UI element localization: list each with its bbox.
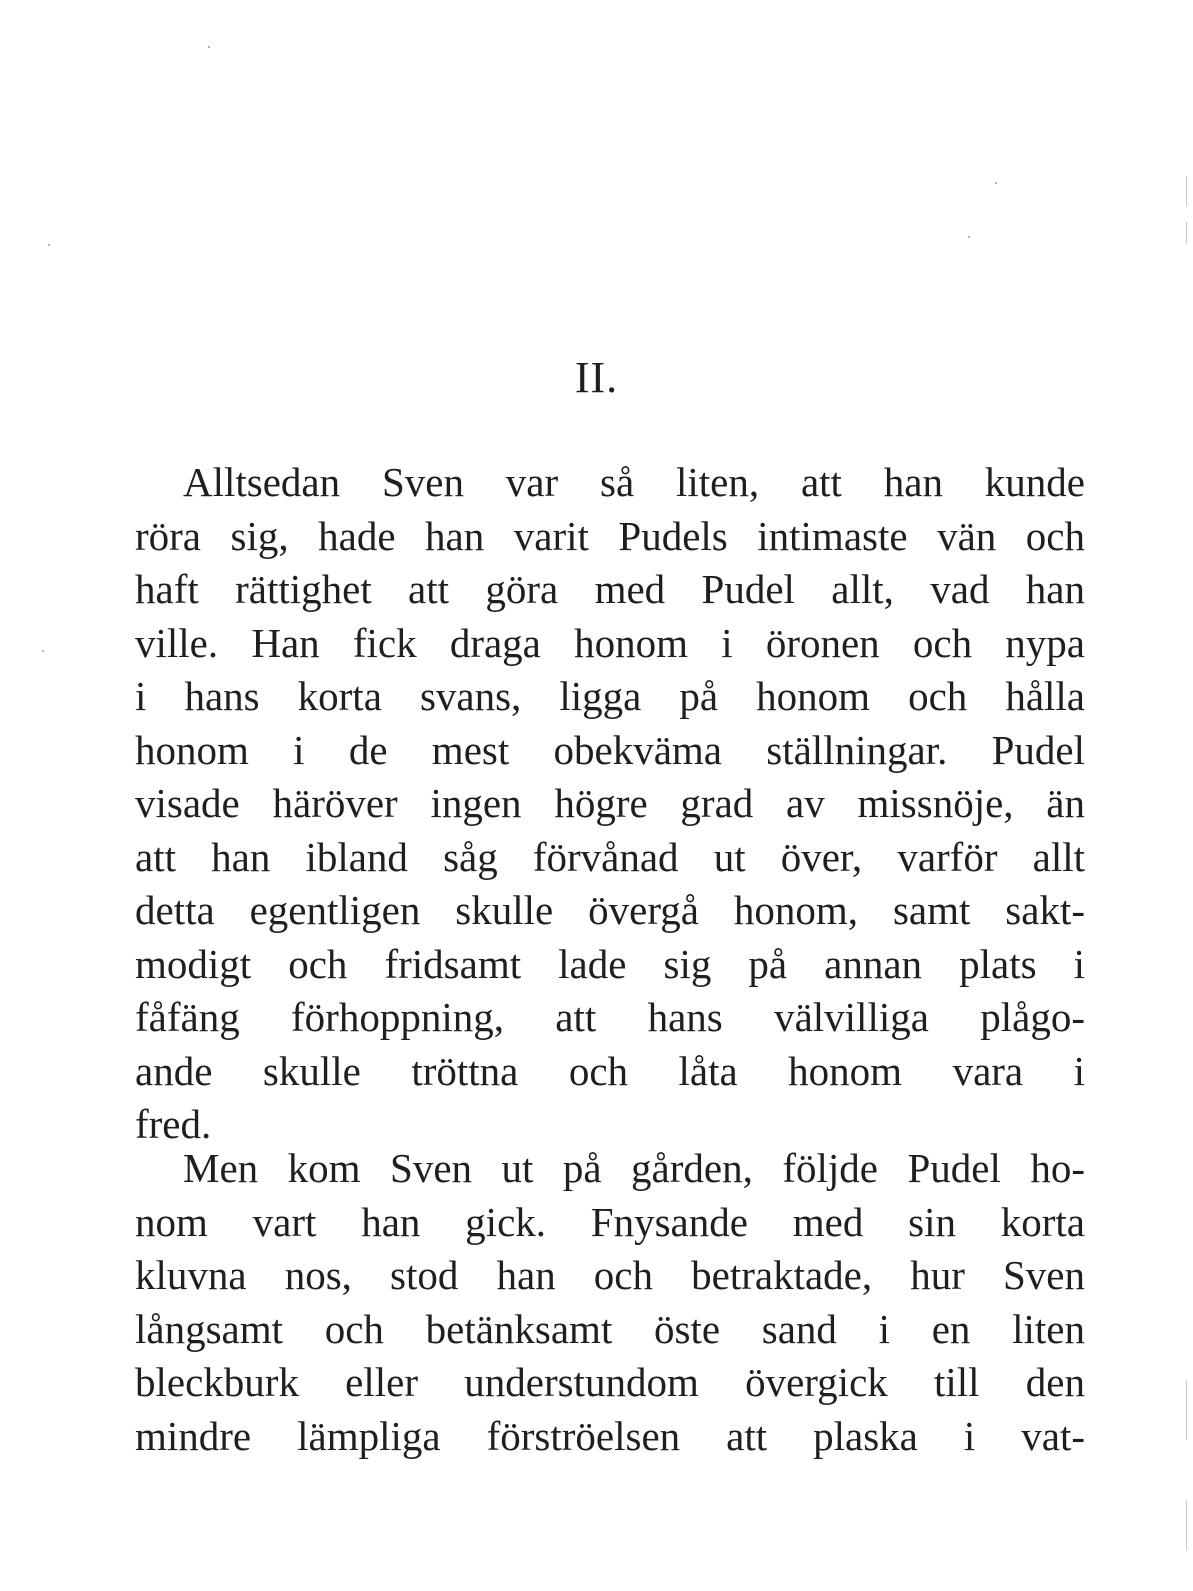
paragraph-1 (135, 456, 1085, 1152)
text-line: fåfäng förhoppning, att hans välvilliga plågo- (135, 994, 1085, 1040)
text-line: detta egentligen skulle övergå honom, samt sakt- (135, 887, 1085, 933)
scan-edge-mark (1186, 1380, 1187, 1440)
text-line: honom i de mest obekväma ställningar. Pudel (135, 726, 1085, 773)
text-line: nom vart han gick. Fnysande med sin korta (135, 1198, 1085, 1245)
text-line: ville. Han fick draga honom i öronen och nypa (135, 619, 1085, 666)
text-line: fred. (135, 1101, 212, 1147)
text-line: i hans korta svans, ligga på honom och hålla (135, 673, 1085, 719)
text-line: Men kom Sven ut på gården, följde Pudel ho- (183, 1145, 1085, 1191)
scan-speck (48, 244, 50, 246)
text-line: att han ibland såg förvånad ut över, varför allt (135, 833, 1085, 880)
text-line: kluvna nos, stod han och betraktade, hur Sven (135, 1252, 1085, 1298)
text-line: haft rättighet att göra med Pudel allt, vad han (135, 566, 1085, 612)
paragraph-2 (135, 1142, 1085, 1463)
text-line: visade häröver ingen högre grad av missnöje, än (135, 780, 1085, 826)
text-line: modigt och fridsamt lade sig på annan plats i (135, 940, 1085, 987)
scan-speck (208, 46, 210, 48)
scan-edge-mark (1186, 222, 1187, 244)
text-line: mindre lämpliga förströelsen att plaska i vat- (135, 1412, 1085, 1459)
scan-edge-mark (1186, 1500, 1187, 1550)
scan-edge-mark (1186, 176, 1187, 206)
text-line: bleckburk eller understundom övergick till den (135, 1359, 1085, 1405)
text-line: långsamt och betänksamt öste sand i en liten (135, 1305, 1085, 1352)
text-line: Alltsedan Sven var så liten, att han kunde (183, 459, 1085, 505)
scan-speck (995, 182, 997, 184)
text-line: ande skulle tröttna och låta honom vara i (135, 1047, 1085, 1094)
text-line: röra sig, hade han varit Pudels intimaste vän och (135, 512, 1085, 559)
chapter-heading: II. (574, 353, 619, 402)
scan-speck (42, 650, 44, 652)
scan-speck (968, 236, 970, 238)
